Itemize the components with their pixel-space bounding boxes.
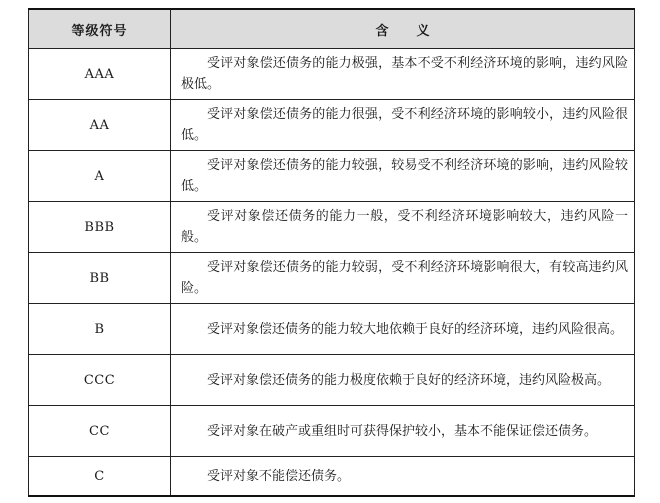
table-row — [29, 355, 635, 406]
meaning-cell: 受评对象偿还债务的能力一般，受不利经济环境影响较大，违约风险一般。 — [171, 202, 635, 253]
grade-cell: AA — [29, 100, 171, 151]
grade-cell: C — [29, 457, 171, 497]
table-row — [29, 100, 635, 151]
meaning-cell: 受评对象偿还债务的能力极强，基本不受不利经济环境的影响，违约风险极低。 — [171, 49, 635, 100]
header-grade: 等级符号 — [29, 9, 171, 49]
grade-cell: BBB — [29, 202, 171, 253]
meaning-cell: 受评对象在破产或重组时可获得保护较小，基本不能保证偿还债务。 — [171, 406, 635, 457]
table-header-row — [29, 9, 635, 49]
meaning-cell: 受评对象偿还债务的能力较弱，受不利经济环境影响很大，有较高违约风险。 — [171, 253, 635, 304]
grade-cell: CC — [29, 406, 171, 457]
meaning-cell: 受评对象不能偿还债务。 — [171, 457, 635, 497]
meaning-cell: 受评对象偿还债务的能力较强，较易受不利经济环境的影响，违约风险较低。 — [171, 151, 635, 202]
table-row — [29, 406, 635, 457]
grade-cell: A — [29, 151, 171, 202]
table-row — [29, 457, 635, 497]
credit-rating-table — [28, 8, 635, 497]
table-row — [29, 151, 635, 202]
rating-table-container — [28, 8, 634, 497]
header-meaning: 含义 — [171, 9, 635, 49]
meaning-cell: 受评对象偿还债务的能力较大地依赖于良好的经济环境，违约风险很高。 — [171, 304, 635, 355]
grade-cell: AAA — [29, 49, 171, 100]
grade-cell: B — [29, 304, 171, 355]
grade-cell: CCC — [29, 355, 171, 406]
table-row — [29, 304, 635, 355]
meaning-cell: 受评对象偿还债务的能力极度依赖于良好的经济环境，违约风险极高。 — [171, 355, 635, 406]
meaning-cell: 受评对象偿还债务的能力很强，受不利经济环境的影响较小，违约风险很低。 — [171, 100, 635, 151]
table-row — [29, 49, 635, 100]
table-row — [29, 202, 635, 253]
table-row — [29, 253, 635, 304]
grade-cell: BB — [29, 253, 171, 304]
